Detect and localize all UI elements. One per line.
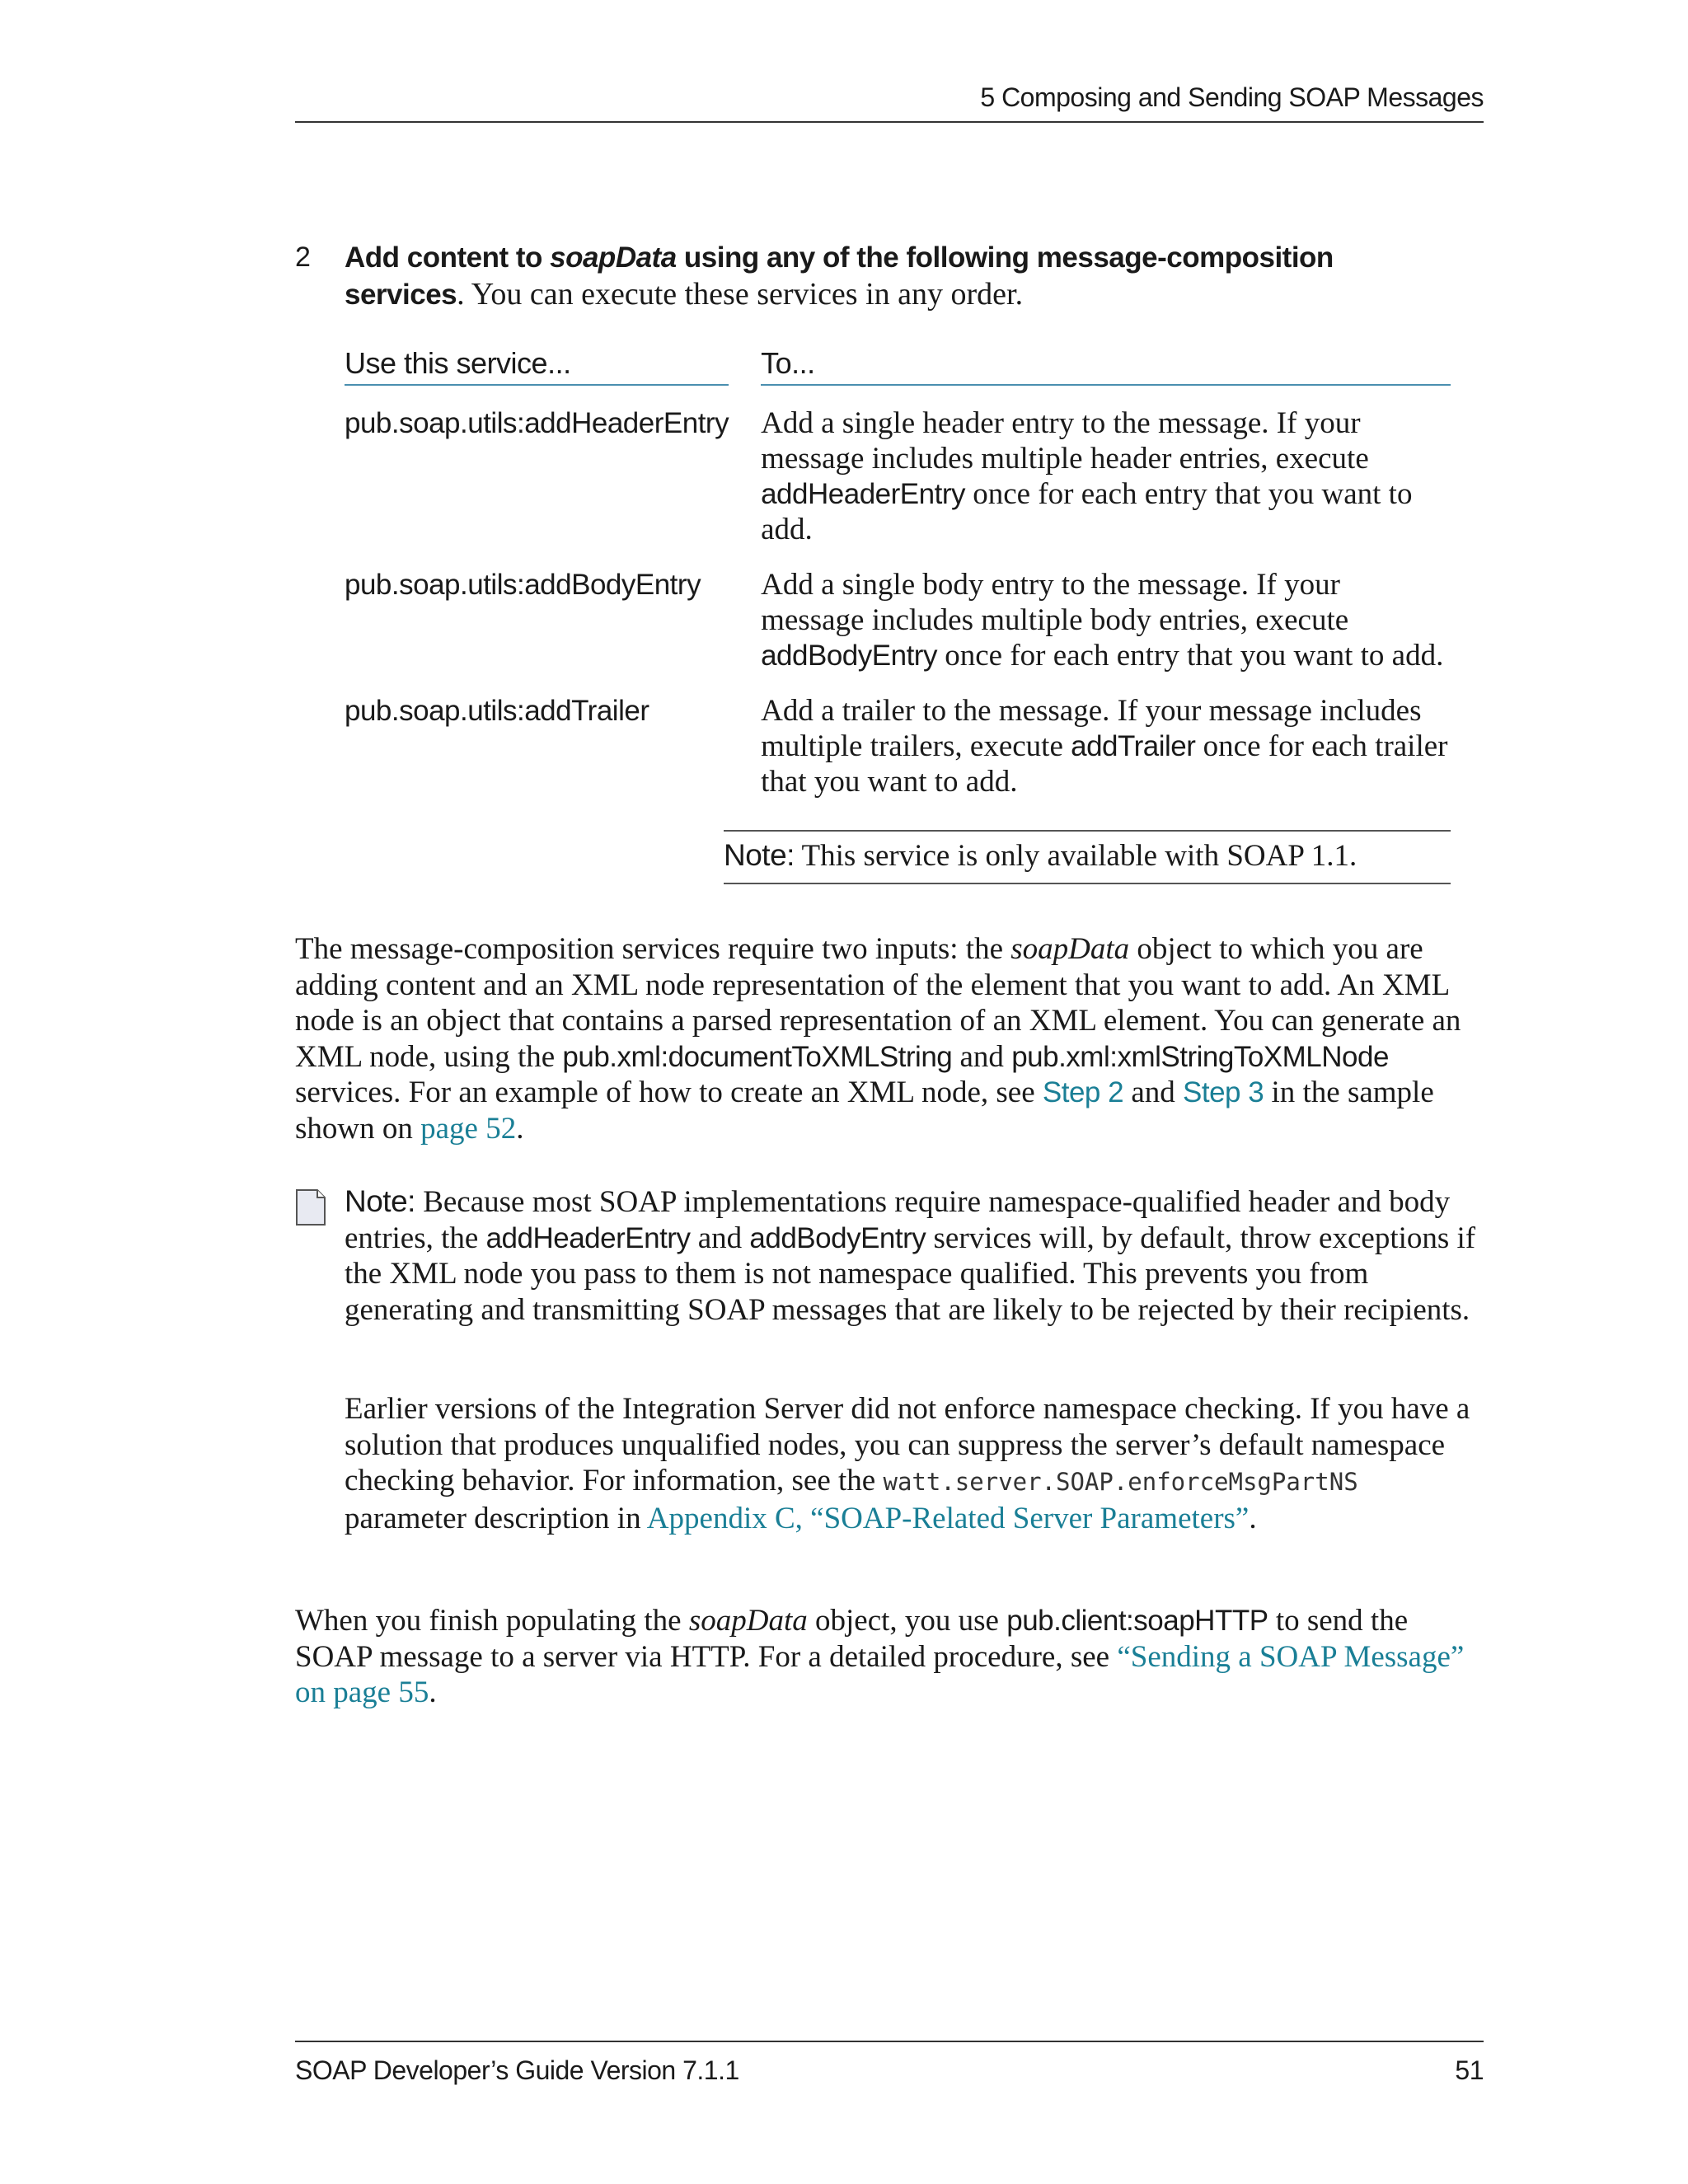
footer-title: SOAP Developer’s Guide Version 7.1.1 [295, 2055, 739, 2085]
step-rest: . You can execute these services in any order. [457, 277, 1024, 312]
link-page-52[interactable]: page 52 [420, 1111, 517, 1146]
paragraph-sending: When you finish populating the soapData object, you use pub.client:soapHTTP to send the SOAP message to a server via HTTP. For a detailed procedure, see “Sending a SOAP Message” on page 55. [295, 1604, 1465, 1709]
service-description: Add a single header entry to the message. If your message includes multiple header entries, execute addHeaderEntry once for each entry that you want to add. [761, 406, 1413, 546]
link-sending-soap-message[interactable]: “Sending a SOAP Message” on page 55 [295, 1639, 1465, 1709]
note-text: Note: Because most SOAP implementations require namespace-qualified header and body entries, the addHeaderEntry and addBodyEntry services will, by default, throw exceptions if the XML node you pass to them is not namespace qualified. This prevents you from generating and transmitting SOAP messages that are likely to be rejected by their recipients. [345, 1184, 1476, 1327]
table-row [345, 693, 1451, 799]
step-lead: Add content to soapData using any of the following message-composition services [345, 241, 1334, 311]
paragraph-inputs: The message-composition services require two inputs: the soapData object to which you are adding content and an XML node representation of the element that you want to add. An XML node is an object that contains a parsed representation of an XML element. You can generate an XML node, using the pub.xml:documentToXMLString and pub.xml:xmlStringToXMLNode services. For an example of how to create an XML node, see Step 2 and Step 3 in the sample shown on page 52. [295, 932, 1461, 1146]
table-row [345, 567, 1451, 673]
table-header-row [345, 346, 1451, 385]
services-table [345, 346, 1451, 799]
server-parameter: watt.server.SOAP.enforceMsgPartNS [883, 1468, 1358, 1496]
table-note: Note: This service is only available with SOAP 1.1. [724, 830, 1451, 884]
service-description: Add a single body entry to the message. If your message includes multiple body entries, execute addBodyEntry once for each entry that you want to add. [761, 568, 1444, 673]
link-appendix-c[interactable]: Appendix C, “SOAP-Related Server Parameters” [646, 1501, 1250, 1535]
service-name: pub.soap.utils:addBodyEntry [345, 569, 701, 601]
note-page-icon [295, 1188, 326, 1226]
note-label: Note: [724, 838, 795, 872]
note-label: Note: [345, 1184, 415, 1218]
table-row [345, 405, 1451, 547]
column-header-purpose: To... [761, 346, 1451, 385]
service-name: pub.soap.utils:addTrailer [345, 695, 649, 727]
step-text [345, 239, 1449, 313]
running-header [295, 82, 1484, 123]
column-header-service: Use this service... [345, 346, 729, 385]
service-description: Add a trailer to the message. If your message includes multiple trailers, execute addTrailer once for each trailer that you want to add. [761, 694, 1448, 799]
chapter-title: 5 Composing and Sending SOAP Messages [980, 82, 1484, 112]
link-step-3[interactable]: Step 3 [1183, 1076, 1264, 1108]
step-number: 2 [295, 241, 311, 273]
page-number: 51 [1455, 2055, 1484, 2085]
service-name: pub.soap.utils:addHeaderEntry [345, 407, 729, 439]
page-footer [295, 2041, 1484, 2086]
link-step-2[interactable]: Step 2 [1042, 1076, 1124, 1108]
note-text-continued: Earlier versions of the Integration Server did not enforce namespace checking. If you have a solution that produces unqualified nodes, you can suppress the server’s default namespace checking behavior. For information, see the watt.server.SOAP.enforceMsgPartNS parameter description in Appendix C, “SOAP-Related Server Parameters”. [345, 1392, 1470, 1535]
